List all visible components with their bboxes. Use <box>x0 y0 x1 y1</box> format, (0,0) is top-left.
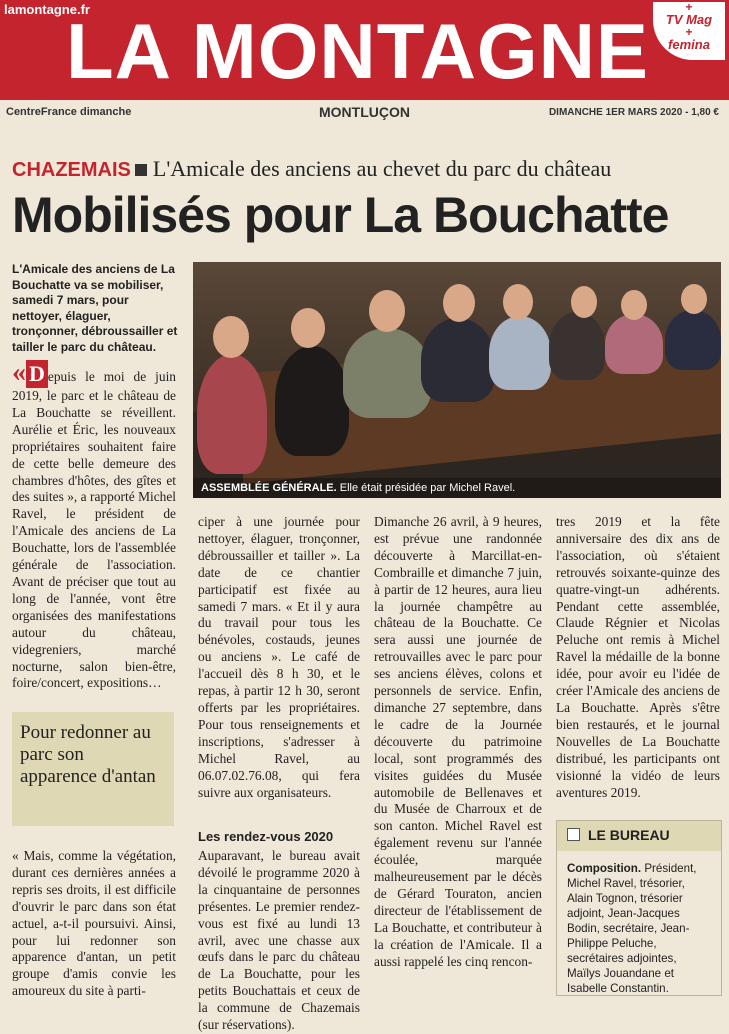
photo-person <box>605 314 663 374</box>
bureau-box <box>556 820 722 996</box>
masthead <box>0 0 729 124</box>
column-3: Dimanche 26 avril, à 9 heures, est prévue une randonnée découverte à Marcillat-en-Combraille et dimanche 7 juin, à partir de 12 heures, aura lieu la journée champêtre au château de la Bouchatte. Ce sera aussi une journée de retrouvailles avec le parc pour ses anciens élèves, colons et personnels de service. Enfin, dimanche 27 septembre, dans le cadre de la Journée découverte du patrimoine local, sont programmés des visites guidées du Musée automobile de Bellenaves et du Musée de Charroux et de son canton. Michel Ravel est également revenu sur l'année écoulée, marquée malheureusement par le décès de Gérard Touraton, ancien directeur de l'établissement de La Bouchatte, et contributeur à la création de l'Amicale. Il a aussi rappelé les cinq rencon- <box>374 514 542 969</box>
photo-head <box>213 316 249 358</box>
caption-label: ASSEMBLÉE GÉNÉRALE. <box>201 482 337 494</box>
date-price: DIMANCHE 1ER MARS 2020 - 1,80 € <box>548 107 719 118</box>
article-kicker <box>12 156 611 182</box>
supplement-badge <box>653 2 725 60</box>
opening-quote: « <box>12 357 26 388</box>
column-1-text: epuis le moi de juin 2019, le parc et le château de La Bouchatte se réveillent. Aurélie et Éric, les nouveaux propriétaires souhaitent faire de cette belle demeure des chambres d'hôtes, des gîtes et des suites », a rapporté Michel Ravel, le président de l'Amicale des anciens de La Bouchatte, lors de l'assemblée générale de l'association. Avant de préciser que tout au long de l'année, vont être organisées des manifestations autour du château, videgreniers, marché nocturne, salon bien-être, foire/concert, expositions… <box>12 369 176 691</box>
photo-person <box>489 316 551 390</box>
photo-head <box>621 290 647 320</box>
photo-person <box>665 310 721 370</box>
masthead-info-bar <box>0 98 729 126</box>
bureau-header <box>557 821 721 851</box>
photo-head <box>291 308 325 348</box>
column-1-continued: « Mais, comme la végétation, durant ces dernières années a repris ses droits, il est difficile d'ouvrir le parc dans son état actuel, a-t-il poursuivi. Ainsi, pour lui redonner son apparence d'antan, un petit groupe d'amis convie les amoureux du site à parti- <box>12 848 176 999</box>
photo-person <box>197 354 267 474</box>
photo-caption <box>193 478 721 498</box>
column-4: tres 2019 et la fête anniversaire des dix ans de l'association, où s'étaient retrouvés soixante-quinze des quatre-vingt-un adhérents. Pendant cette assemblée, Claude Régnier et Nicolas Peluche ont remis à Michel Ravel la médaille de la bonne idée, pour avoir eu l'idée de créer l'Amicale des anciens de La Bouchatte. Après s'être bien restaurés, et le journal Nouvelles de La Bouchatte distribué, les participants ont visionné la vidéo de leurs aventures 2019. <box>556 514 720 800</box>
bureau-lead: Composition. <box>567 862 642 875</box>
bureau-text: Président, Michel Ravel, trésorier, Alain Tognon, trésorier adjoint, Jean-Jacques Bodin, secrétaire, Jean-Philippe Peluche, secrétaires adjointes, Maïlys Jouandane et Isabelle Constantin. <box>567 862 697 995</box>
photo-person <box>275 346 349 456</box>
supplement-plus: + <box>685 0 693 14</box>
drop-cap: D <box>26 360 48 388</box>
supplement-tvmag: TV Mag <box>665 12 713 27</box>
photo-head <box>571 286 597 318</box>
article-lead: L'Amicale des anciens de La Bouchatte va se mobiliser, samedi 7 mars, pour nettoyer, élaguer, tronçonner, débroussailler et tailler le parc du château. <box>12 262 178 354</box>
photo-person <box>549 312 605 380</box>
photo-person <box>343 328 431 418</box>
network-label: CentreFrance dimanche <box>6 106 132 118</box>
section-subhead: Les rendez-vous 2020 <box>198 829 334 844</box>
photo-head <box>369 290 405 332</box>
bureau-title: LE BUREAU <box>588 827 670 843</box>
photo-head <box>443 284 475 322</box>
article-headline: Mobilisés pour La Bouchatte <box>12 187 669 243</box>
kicker-square-icon <box>135 164 147 176</box>
article-photo <box>193 262 721 498</box>
kicker-place: CHAZEMAIS <box>12 159 131 181</box>
caption-text: Elle était présidée par Michel Ravel. <box>339 482 516 494</box>
newspaper-title: LA MONTAGNE <box>66 7 649 95</box>
column-2-continued: Auparavant, le bureau avait dévoilé le programme 2020 à la cinquantaine de personnes présentes. Le premier rendez-vous est fixé au lundi 13 avril, avec une chasse aux œufs dans le parc du château de La Bouchatte, pour les petits Bouchattais et ceux de la commune de Chazemais (sur réservations). <box>198 848 360 1033</box>
photo-head <box>681 284 707 314</box>
kicker-text: L'Amicale des anciens au chevet du parc du château <box>152 156 612 181</box>
column-2: ciper à une journée pour nettoyer, élaguer, tronçonner, débroussailler et tailler ». La date de ce chantier participatif est fixée au samedi 7 mars. « Et il y aura du travail pour tous les bénévoles, costauds, jeunes ou anciens ». Le café de l'accueil dès 8 h 30, et le repas, à partir 12 h 30, seront offerts par les propriétaires. Pour tous renseignements et inscriptions, s'adresser à Michel Ravel, au 06.07.02.76.08, qui fera suivre aux organisateurs. <box>198 514 360 800</box>
column-1 <box>12 357 176 692</box>
site-url: lamontagne.fr <box>4 2 90 17</box>
photo-person <box>421 318 495 402</box>
pull-quote: Pour redonner au parc son apparence d'antan <box>12 712 174 826</box>
bureau-body <box>557 851 721 996</box>
supplement-femina: femina <box>668 37 710 52</box>
supplement-plus-2: + <box>685 25 693 39</box>
checkbox-square-icon <box>567 828 580 841</box>
edition-city: MONTLUÇON <box>319 104 410 120</box>
photo-head <box>503 284 533 320</box>
